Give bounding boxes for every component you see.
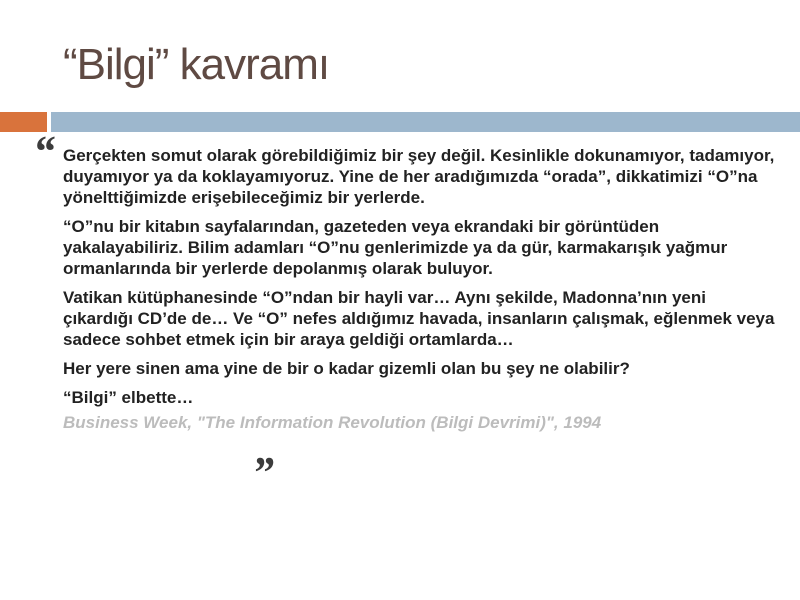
quote-paragraph-5: “Bilgi” elbette…: [63, 388, 194, 407]
quote-paragraph-1: Gerçekten somut olarak görebildiğimiz bir şey değil. Kesinlikle dokunamıyor, tadamıyor, duyamıyor ya da koklayamıyoruz. Yine de her aradığımızda “orada”, dikkatimizi “O”na yönelttiğimizde erişebileceğimiz bir yerlerde.: [63, 146, 775, 207]
quote-source: Business Week, "The Information Revolution (Bilgi Devrimi)", 1994: [63, 413, 602, 432]
quote-paragraph-3: Vatikan kütüphanesinde “O”ndan bir hayli var… Aynı şekilde, Madonna’nın yeni çıkardığı CD’de de… Ve “O” nefes aldığımız havada, insanların çalışmak, eğlenmek veya sadece sohbet etmek için bir araya geldiği ortamlarda…: [63, 288, 775, 349]
quote-body: [63, 145, 775, 441]
quote-paragraph-4: Her yere sinen ama yine de bir o kadar gizemli olan bu şey ne olabilir?: [63, 359, 630, 378]
open-quote-icon: “: [33, 127, 55, 176]
quote-paragraph-2: “O”nu bir kitabın sayfalarından, gazeteden veya ekrandaki bir görüntüden yakalayabiliriz. Bilim adamları “O”nu genlerimizde ya da gür, karmakarışık yağmur ormanlarında bir yerlerde depolanmış olarak buluyor.: [63, 217, 728, 278]
accent-bar-blue: [51, 112, 800, 132]
slide-title: “Bilgi” kavramı: [63, 40, 330, 89]
close-quote-icon: ”: [252, 448, 274, 497]
